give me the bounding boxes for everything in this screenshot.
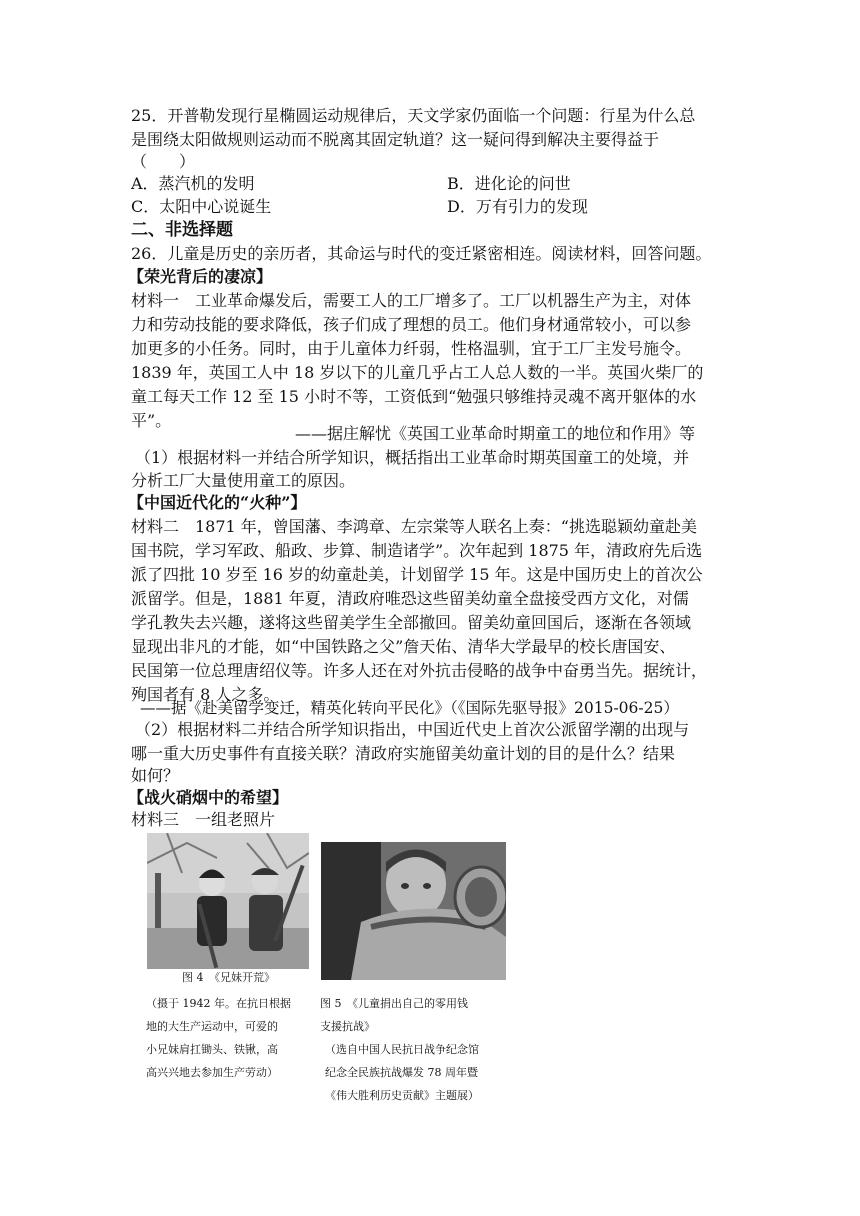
fig4-title: 图 4 《兄妹开荒》 [182,971,275,984]
fig5-title-line: 支援抗战》 [320,1020,375,1033]
fig5-caption-line: （选自中国人民抗日战争纪念馆 [325,1043,479,1056]
q26-heading-1: 【荣光背后的凄凉】 [128,267,273,286]
photo-siblings [147,833,309,969]
material1-line: 材料一 工业革命爆发后，需要工人的工厂增多了。工厂以机器生产为主，对体 [131,291,692,310]
material1-source: ——据庄解忧《英国工业革命时期童工的地位和作用》等 [295,424,696,443]
material2-line: 国书院，学习军政、船政、步算、制造诸学”。次年起到 1875 年，清政府先后选 [131,541,703,560]
photo-child-donating [321,842,506,980]
q26-heading-3: 【战火硝烟中的希望】 [128,788,289,807]
fig5-caption-line: 纪念全民族抗战爆发 78 周年暨 [325,1066,478,1079]
q25-option-d: D．万有引力的发现 [447,197,588,216]
material1-line: 平”。 [131,411,172,430]
fig4-caption-line: 高兴兴地去参加生产劳动） [146,1066,278,1079]
q25-option-a: A．蒸汽机的发明 [131,174,255,193]
material1-line: 童工每天工作 12 至 15 小时不等，工资低到“勉强只够维持灵魂不离开躯体的水 [131,387,697,406]
material1-line: 力和劳动技能的要求降低，孩子们成了理想的员工。他们身材通常较小，可以参 [131,315,692,334]
subquestion-2: 哪一重大历史事件有直接关联？清政府实施留美幼童计划的目的是什么？结果 [131,744,676,763]
fig4-caption-line: （摄于 1942 年。在抗日根据 [146,997,291,1010]
material2-line: 派了四批 10 岁至 16 岁的幼童赴美，计划留学 15 年。这是中国历史上的首次公 [131,565,703,584]
material2-line: 派留学。但是，1881 年夏，清政府唯恐这些留美幼童全盘接受西方文化，对儒 [131,589,689,608]
q25-option-b: B．进化论的问世 [447,174,571,193]
q25-stem-line2: 是围绕太阳做规则运动而不脱离其固定轨道？这一疑问得到解决主要得益于 [131,130,660,149]
subquestion-1: 分析工厂大量使用童工的原因。 [131,471,356,490]
subquestion-1: （1）根据材料一并结合所学知识，概括指出工业革命时期英国童工的处境，并 [135,448,690,467]
material1-line: 1839 年，英国工人中 18 岁以下的儿童几乎占工人总人数的一半。英国火柴厂的 [131,363,704,382]
fig4-caption-line: 地的大生产运动中，可爱的 [146,1020,278,1033]
material2-line: 学孔教失去兴趣，遂将这些留美学生全部撤回。留美幼童回国后，逐渐在各领域 [131,613,692,632]
subquestion-2: 如何？ [131,766,180,785]
fig5-caption-line: 《伟大胜利历史贡献》主题展） [325,1089,479,1102]
material2-line: 殉国者有 8 人之多。 [131,685,280,704]
fig4-caption-line: 小兄妹肩扛锄头、铁锹，高 [146,1043,278,1056]
q26-intro: 26．儿童是历史的亲历者，其命运与时代的变迁紧密相连。阅读材料，回答问题。 [131,244,712,263]
material2-line: 民国第一位总理唐绍仪等。许多人还在对外抗击侵略的战争中奋勇当先。据统计， [131,661,708,680]
material2-line: 显现出非凡的才能，如“中国铁路之父”詹天佑、清华大学最早的校长唐国安、 [131,637,676,656]
subquestion-2: （2）根据材料二并结合所学知识指出，中国近代史上首次公派留学潮的出现与 [135,720,690,739]
material2-line: 材料二 1871 年，曾国藩、李鸿章、左宗棠等人联名上奏：“挑选聪颖幼童赴美 [131,517,697,536]
material3-label: 材料三 一组老照片 [131,810,276,829]
q26-heading-2: 【中国近代化的“火种”】 [128,493,307,512]
fig5-title-line: 图 5 《儿童捐出自己的零用钱 [320,997,468,1010]
q25-option-c: C．太阳中心说诞生 [131,197,272,216]
material1-line: 加更多的小任务。同时，由于儿童体力纤弱，性格温驯，宜于工厂主发号施令。 [131,339,692,358]
q25-stem-line1: 25．开普勒发现行星椭圆运动规律后，天文学家仍面临一个问题：行星为什么总 [131,106,696,125]
material2-source: ——据《赴美留学变迁，精英化转向平民化》（《国际先驱导报》2015-06-25） [140,699,679,717]
section-heading: 二、非选择题 [131,220,233,240]
q25-answer-blank: （ ） [131,152,196,171]
